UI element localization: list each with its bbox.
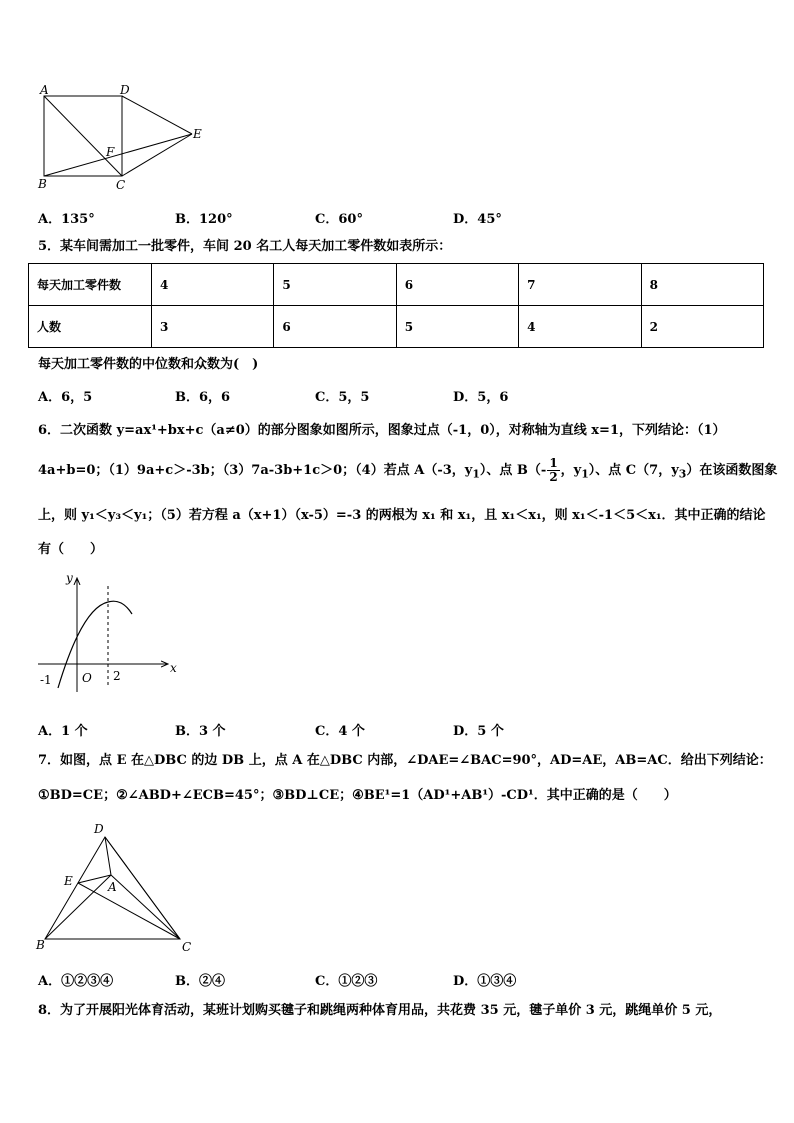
table-cell: 4: [152, 264, 274, 306]
fraction-denominator: 2: [549, 470, 558, 484]
q6-option-d[interactable]: D．5 个: [453, 724, 504, 739]
q7-triangle-figure: [30, 815, 205, 955]
q7-label-e: E: [64, 874, 73, 888]
q4-option-c[interactable]: C．60°: [315, 212, 363, 227]
graph-label-neg1: -1: [40, 673, 52, 687]
table-cell: 2: [641, 306, 763, 348]
q5-option-c[interactable]: C．5，5: [315, 390, 370, 405]
q5-stem: 5．某车间需加工一批零件，车间 20 名工人每天加工零件数如表所示：: [38, 239, 452, 254]
q6-parabola-graph: [30, 568, 190, 703]
q6-option-a[interactable]: A．1 个: [38, 724, 88, 739]
q6-option-c[interactable]: C．4 个: [315, 724, 365, 739]
q4-label-d: D: [120, 83, 130, 97]
q4-option-a[interactable]: A．135°: [38, 212, 95, 227]
q6-sub: 1: [581, 467, 589, 481]
table-cell: 4: [519, 306, 641, 348]
q4-option-b[interactable]: B．120°: [175, 212, 233, 227]
q7-line-2: ①BD=CE；②∠ABD+∠ECB=45°；③BD⊥CE；④BE¹=1（AD¹+AB¹）-CD¹．其中正确的是（ ）: [38, 788, 677, 803]
q4-label-e: E: [193, 127, 202, 141]
q7-option-a[interactable]: A．①②③④: [38, 974, 114, 989]
q6-sub: 3: [678, 467, 687, 481]
q4-label-b: B: [38, 177, 47, 191]
table-cell: 人数: [29, 306, 152, 348]
table-cell: 8: [641, 264, 763, 306]
q6-fraction: [547, 457, 559, 484]
q6-line-4: 有（ ）: [38, 542, 104, 557]
q5-question: 每天加工零件数的中位数和众数为( ): [38, 357, 259, 372]
table-cell: 6: [274, 306, 396, 348]
q6-sub: 1: [472, 467, 480, 481]
q7-option-c[interactable]: C．①②③: [315, 974, 378, 989]
q8-line-1: 8．为了开展阳光体育活动，某班计划购买毽子和跳绳两种体育用品，共花费 35 元，毽子单价 3 元，跳绳单价 5 元，: [38, 1003, 722, 1018]
q7-option-d[interactable]: D．①③④: [453, 974, 517, 989]
q6-text: 4a+b=0；（1）9a+c＞-3b；（3）7a-3b+1c＞0；（4）若点 A（-3，y: [38, 463, 473, 478]
q7-line-1: 7．如图，点 E 在△DBC 的边 DB 上，点 A 在△DBC 内部，∠DAE=∠BAC=90°，AD=AE，AB=AC．给出下列结论：: [38, 753, 772, 768]
q6-text: ）、点 B（-: [479, 463, 547, 478]
q5-table: [28, 263, 764, 348]
q4-option-d[interactable]: D．45°: [453, 212, 502, 227]
q4-label-c: C: [116, 178, 126, 192]
table-cell: 6: [396, 264, 518, 306]
table-row: [29, 306, 764, 348]
graph-label-origin: O: [82, 671, 92, 685]
table-cell: 7: [519, 264, 641, 306]
q6-option-b[interactable]: B．3 个: [175, 724, 226, 739]
q5-option-d[interactable]: D．5，6: [453, 390, 509, 405]
q7-label-c: C: [182, 940, 192, 954]
graph-label-y: y: [66, 571, 73, 585]
q6-line-3: 上，则 y₁＜y₃＜y₁；（5）若方程 a（x+1）（x-5）=-3 的两根为 x₁ 和 x₁，且 x₁＜x₁，则 x₁＜-1＜5＜x₁．其中正确的结论: [38, 508, 766, 523]
q4-label-f: F: [106, 145, 115, 159]
q6-line-1: 6．二次函数 y=ax¹+bx+c（a≠0）的部分图象如图所示，图象过点（-1，0），对称轴为直线 x=1，下列结论：（1）: [38, 423, 726, 438]
q4-label-a: A: [40, 83, 49, 97]
table-cell: 3: [152, 306, 274, 348]
q7-label-d: D: [94, 822, 104, 836]
graph-label-2: 2: [113, 669, 121, 683]
table-cell: 5: [274, 264, 396, 306]
fraction-numerator: 1: [549, 456, 558, 470]
q7-label-b: B: [36, 938, 45, 952]
q5-option-b[interactable]: B．6，6: [175, 390, 231, 405]
parabola-curve: [58, 601, 132, 688]
table-cell: 每天加工零件数: [29, 264, 152, 306]
table-row: [29, 264, 764, 306]
table-cell: 5: [396, 306, 518, 348]
q7-option-b[interactable]: B．②④: [175, 974, 225, 989]
q6-text: ）在该函数图象: [686, 463, 778, 478]
q5-option-a[interactable]: A．6，5: [38, 390, 93, 405]
q6-line-2: [38, 456, 777, 490]
q6-text: ）、点 C（7，y: [588, 463, 679, 478]
q6-text: ，y: [560, 463, 582, 478]
q7-label-a: A: [108, 880, 117, 894]
graph-label-x: x: [170, 661, 177, 675]
q4-square-figure: [30, 80, 210, 195]
